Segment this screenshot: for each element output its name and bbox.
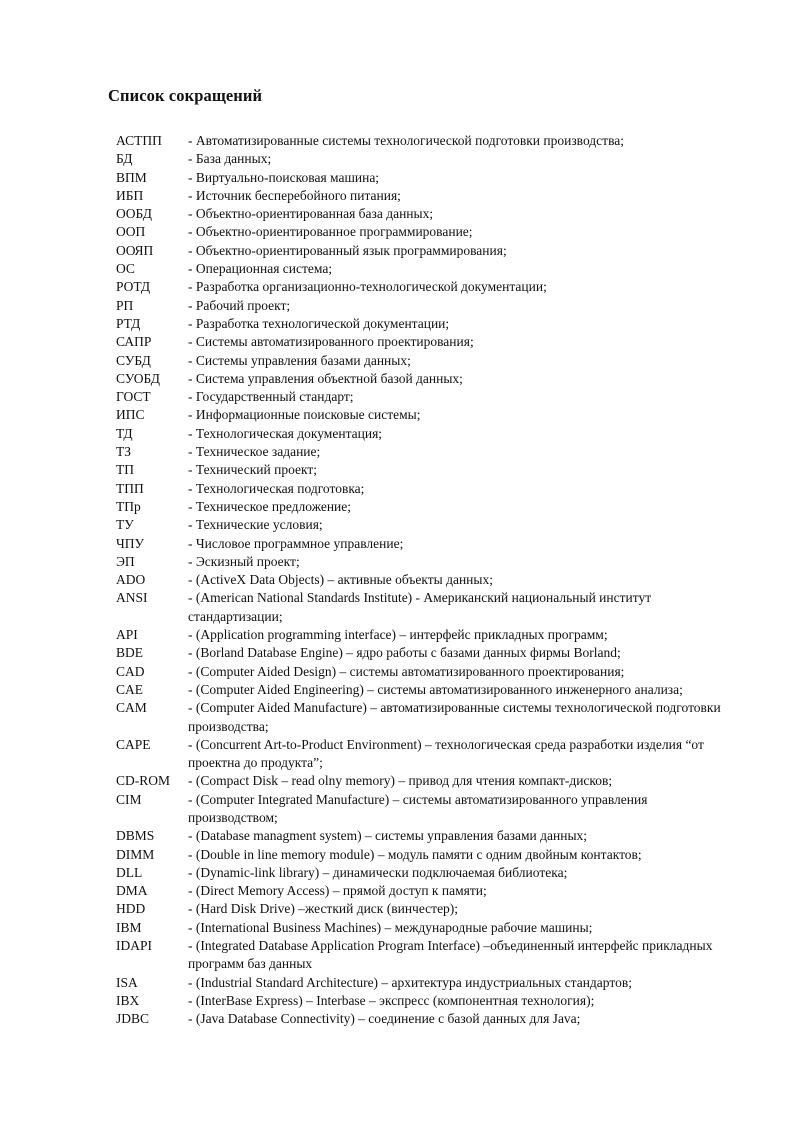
list-item (116, 169, 726, 187)
page-title: Список сокращений (108, 86, 263, 105)
abbreviation: CD-ROM (116, 773, 171, 789)
definition: - (Hard Disk Drive) –жесткий диск (винчестер); (188, 901, 459, 917)
abbreviation: ТЗ (116, 444, 132, 460)
list-item (116, 974, 726, 992)
list-item (116, 132, 726, 150)
list-item (116, 187, 726, 205)
definition: - Объектно-ориентированная база данных; (188, 206, 434, 222)
definition: - (Compact Disk – read olny memory) – привод для чтения компакт-дисков; (188, 773, 613, 789)
definition: - (Computer Integrated Manufacture) – системы автоматизированного управления производством; (188, 791, 648, 825)
abbreviation: ООБД (116, 206, 152, 222)
definition: - (Dynamic-link library) – динамически подключаемая библиотека; (188, 864, 568, 880)
definition: - Системы управления базами данных; (188, 352, 411, 368)
abbreviation: ANSI (116, 590, 148, 606)
abbreviation: IBM (116, 919, 142, 935)
abbreviation: РП (116, 297, 134, 313)
list-item (116, 333, 726, 351)
definition: - Система управления объектной базой данных; (188, 370, 463, 386)
abbreviation: ЭП (116, 553, 135, 569)
list-item (116, 242, 726, 260)
definition: - (Application programming interface) – интерфейс прикладных программ; (188, 627, 608, 643)
list-item (116, 553, 726, 571)
abbreviation: DMA (116, 883, 148, 899)
list-item (116, 663, 726, 681)
definition: - (Concurrent Art-to-Product Environment) – технологическая среда разработки изделия “от проектна до продукта”; (188, 736, 704, 771)
list-item (116, 864, 726, 882)
list-item (116, 791, 726, 828)
abbreviation: АСТПП (116, 133, 162, 148)
definition: - (Computer Aided Design) – системы автоматизированного проектирования; (188, 663, 625, 679)
abbreviation: ГОСТ (116, 389, 151, 405)
list-item (116, 882, 726, 900)
abbreviation: ADO (116, 572, 146, 588)
definition: - Техническое предложение; (188, 498, 352, 514)
list-item (116, 772, 726, 790)
definition: - Виртуально-поисковая машина; (188, 169, 380, 185)
abbreviation: БД (116, 151, 133, 167)
abbreviation: РТД (116, 315, 141, 331)
abbreviation: DLL (116, 864, 143, 880)
list-item (116, 205, 726, 223)
list-item (116, 626, 726, 644)
abbreviation: ТУ (116, 517, 134, 533)
definition: - Государственный стандарт; (188, 389, 354, 405)
definition: - Разработка технологической документации; (188, 315, 450, 331)
definition: - Информационные поисковые системы; (188, 407, 421, 423)
definition: - Технический проект; (188, 462, 318, 478)
list-item (116, 736, 726, 773)
list-item (116, 352, 726, 370)
abbreviation: РОТД (116, 279, 151, 295)
list-item (116, 278, 726, 296)
list-item (116, 388, 726, 406)
abbreviation: JDBC (116, 1011, 150, 1027)
abbreviation: CIM (116, 791, 142, 807)
list-item (116, 480, 726, 498)
list-item (116, 937, 726, 974)
abbreviation: BDE (116, 645, 143, 661)
definition: - (Computer Aided Engineering) – системы автоматизированного инженерного анализа; (188, 681, 683, 697)
list-item (116, 827, 726, 845)
abbreviation: ЧПУ (116, 535, 145, 551)
abbreviation: ООЯП (116, 242, 154, 258)
definition: - (Direct Memory Access) – прямой доступ к памяти; (188, 883, 487, 899)
definition: - Эскизный проект; (188, 553, 300, 569)
definition: - Технологическая документация; (188, 425, 383, 441)
list-item (116, 406, 726, 424)
definition: - (Computer Aided Manufacture) – автоматизированные системы технологической подготовки производства; (188, 700, 721, 734)
abbreviation: ТД (116, 425, 133, 441)
definition: - (Borland Database Engine) – ядро работы с базами данных фирмы Borland; (188, 645, 621, 661)
abbreviation-list (116, 132, 726, 1029)
definition: - Источник бесперебойного питания; (188, 187, 401, 203)
definition: - Автоматизированные системы технологической подготовки производства; (188, 133, 625, 148)
definition: - Числовое программное управление; (188, 535, 404, 551)
list-item (116, 846, 726, 864)
list-item (116, 681, 726, 699)
abbreviation: ISA (116, 974, 138, 990)
definition: - (Industrial Standard Architecture) – архитектура индустриальных стандартов; (188, 974, 632, 990)
abbreviation: ИБП (116, 187, 144, 203)
list-item (116, 699, 726, 736)
abbreviation: ИПС (116, 407, 145, 423)
list-item (116, 535, 726, 553)
abbreviation: DBMS (116, 828, 155, 844)
definition: - Операционная система; (188, 261, 333, 277)
definition: - Объектно-ориентированное программирование; (188, 224, 473, 240)
abbreviation: ТПр (116, 498, 141, 514)
abbreviation: IBX (116, 992, 140, 1008)
list-item (116, 571, 726, 589)
abbreviation: ОС (116, 261, 135, 277)
list-item (116, 589, 726, 626)
definition: - (Java Database Connectivity) – соединение с базой данных для Java; (188, 1011, 581, 1027)
abbreviation: CAM (116, 700, 147, 716)
definition: - Системы автоматизированного проектирования; (188, 334, 474, 350)
definition: - Технические условия; (188, 517, 323, 533)
list-item (116, 498, 726, 516)
definition: - (Double in line memory module) – модуль памяти с одним двойным контактов; (188, 846, 642, 862)
list-item (116, 443, 726, 461)
list-item (116, 644, 726, 662)
abbreviation: САПР (116, 334, 152, 350)
definition: - (International Business Machines) – международные рабочие машины; (188, 919, 593, 935)
list-item (116, 297, 726, 315)
abbreviation: ТП (116, 462, 134, 478)
definition: - (InterBase Express) – Interbase – экспресс (компонентная технология); (188, 992, 595, 1008)
abbreviation: ВПМ (116, 169, 147, 185)
abbreviation: СУБД (116, 352, 151, 368)
list-item (116, 1010, 726, 1028)
definition: - Объектно-ориентированный язык программирования; (188, 242, 507, 258)
abbreviation: API (116, 627, 138, 643)
abbreviation: ТПП (116, 480, 144, 496)
list-item (116, 223, 726, 241)
list-item (116, 425, 726, 443)
abbreviation: HDD (116, 901, 146, 917)
abbreviation: DIMM (116, 846, 155, 862)
list-item (116, 315, 726, 333)
definition: - Рабочий проект; (188, 297, 291, 313)
list-item (116, 370, 726, 388)
abbreviation: IDAPI (116, 938, 152, 954)
definition: - База данных; (188, 151, 272, 167)
abbreviation: CAPE (116, 736, 151, 752)
list-item (116, 516, 726, 534)
abbreviation: ООП (116, 224, 146, 240)
abbreviation: CAE (116, 681, 143, 697)
list-item (116, 150, 726, 168)
list-item (116, 919, 726, 937)
definition: - (ActiveX Data Objects) – активные объекты данных; (188, 572, 493, 588)
list-item (116, 992, 726, 1010)
definition: - Технологическая подготовка; (188, 480, 365, 496)
definition: - Разработка организационно-технологической документации; (188, 279, 547, 295)
list-item (116, 461, 726, 479)
definition: - (Database managment system) – системы управления базами данных; (188, 828, 588, 844)
list-item (116, 900, 726, 918)
list-item (116, 260, 726, 278)
definition: - Техническое задание; (188, 444, 321, 460)
abbreviation: СУОБД (116, 370, 160, 386)
definition: - (American National Standards Institute) - Американский национальный институт стандартизации; (188, 590, 652, 624)
abbreviation: CAD (116, 663, 145, 679)
definition: - (Integrated Database Application Program Interface) –объединенный интерфейс прикладных программ баз данных (188, 938, 713, 972)
